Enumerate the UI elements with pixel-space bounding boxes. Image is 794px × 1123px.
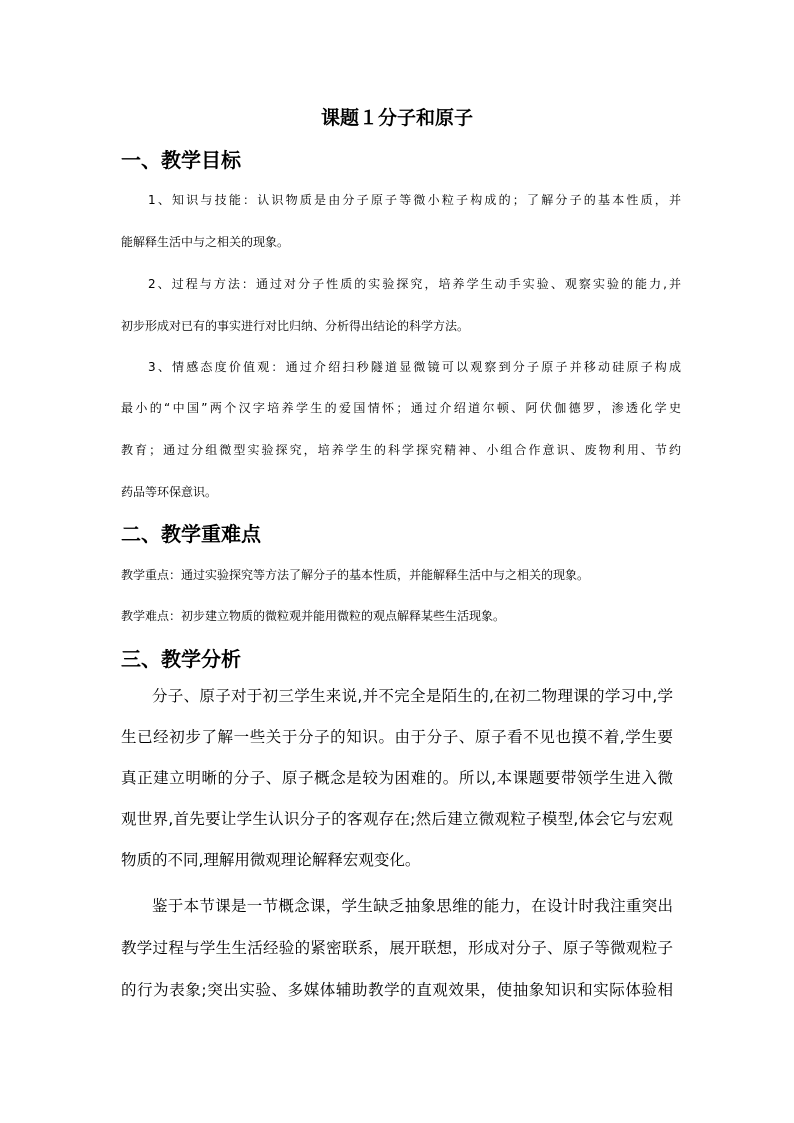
document-title: 课题１分子和原子 (320, 107, 473, 129)
paragraph-line: 1、知识与技能：认识物质是由分子原子等微小粒子构成的；了解分子的基本性质，并 (148, 193, 681, 207)
paragraph-line: 药品等环保意识。 (121, 485, 218, 499)
paragraph-line: 真正建立明晰的分子、原子概念是较为困难的。所以,本课题要带领学生进入微 (121, 769, 673, 787)
section-heading-key-points: 二、教学重难点 (121, 522, 261, 546)
paragraph-line: 初步形成对已有的事实进行对比归纳、分析得出结论的科学方法。 (121, 319, 470, 333)
paragraph-line: 教学过程与学生生活经验的紧密联系，展开联想，形成对分子、原子等微观粒子 (121, 939, 673, 957)
key-point-line: 教学重点：通过实验探究等方法了解分子的基本性质，并能解释生活中与之相关的现象。 (121, 568, 590, 582)
paragraph-line: 2、过程与方法：通过对分子性质的实验探究，培养学生动手实验、观察实验的能力,并 (148, 277, 681, 291)
difficult-point-line: 教学难点：初步建立物质的微粒观并能用微粒的观点解释某些生活现象。 (121, 609, 506, 623)
paragraph-line: 生已经初步了解一些关于分子的知识。由于分子、原子看不见也摸不着,学生要 (121, 728, 673, 746)
paragraph-line: 最小的“中国”两个汉字培养学生的爱国情怀；通过介绍道尔顿、阿伏伽德罗，渗透化学史 (121, 401, 681, 415)
paragraph-line: 鉴于本节课是一节概念课，学生缺乏抽象思维的能力，在设计时我注重突出 (152, 897, 673, 915)
section-heading-analysis: 三、教学分析 (121, 647, 241, 671)
paragraph-line: 能解释生活中与之相关的现象。 (121, 235, 290, 249)
paragraph-line: 的行为表象;突出实验、多媒体辅助教学的直观效果，使抽象知识和实际体验相 (121, 981, 673, 999)
section-heading-teaching-goals: 一、教学目标 (121, 148, 241, 172)
paragraph-line: 分子、原子对于初三学生来说,并不完全是陌生的,在初二物理课的学习中,学 (152, 687, 673, 705)
paragraph-line: 教育；通过分组微型实验探究，培养学生的科学探究精神、小组合作意识、废物利用、节约 (121, 443, 681, 457)
paragraph-line: 3、情感态度价值观：通过介绍扫秒隧道显微镜可以观察到分子原子并移动硅原子构成 (148, 360, 681, 374)
paragraph-line: 观世界,首先要让学生认识分子的客观存在;然后建立微观粒子模型,体会它与宏观 (121, 810, 673, 828)
paragraph-line: 物质的不同,理解用微观理论解释宏观变化。 (121, 851, 421, 869)
